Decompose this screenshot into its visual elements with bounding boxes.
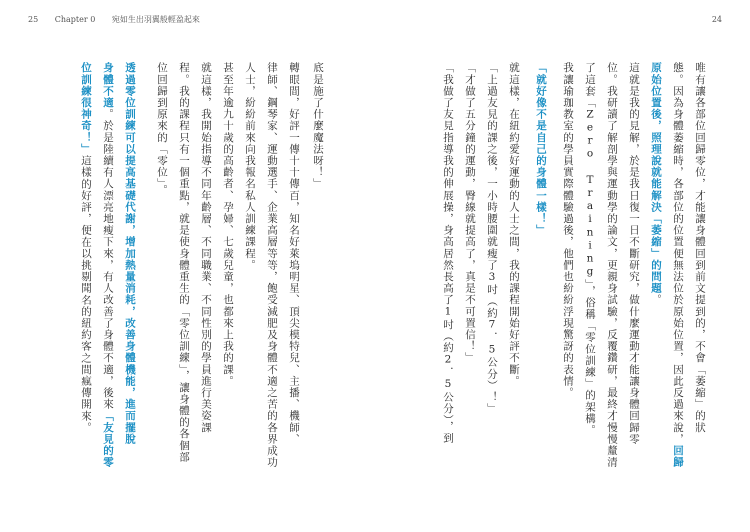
text-column: 態。因為身體萎縮時，各部位的位置便無法位於原始位置，因此反過來說，回歸 (672, 62, 684, 469)
quote-callout: 「就好像不是自己的身體一樣！」 (535, 62, 547, 236)
text-column: 「我做了友見指導我的伸展操，身高居然長高了1吋（約2．5公分），到 (442, 62, 454, 445)
text-column: 就這樣，在紐約愛好運動的人士之間，我的課程開始好評不斷。 (508, 62, 520, 387)
left-page-header (28, 14, 214, 26)
chapter-title: 宛如生出羽翼般輕盈起來 (111, 15, 200, 24)
text-column: 就這樣，我開始指導不同年齡層、不同職業、不同性別的學員進行美姿課 (200, 62, 212, 434)
text-column: 律師、鋼琴家、運動選手、企業高層等等，飽受減肥及身體不適之苦的各界成功 (266, 62, 278, 468)
chapter-label: Chapter 0 (54, 15, 96, 24)
text-column: 底是施了什麼魔法呀！」 (312, 62, 324, 190)
text-column: 了這套「Zero Training」，俗稱「零位訓練」的架構。 (584, 62, 596, 436)
text-column: 位。我研讀了解剖學與運動學的論文，更親身試驗，反覆鑽研，最終才慢慢釐清 (606, 62, 618, 468)
highlight-text: 原始位置後，照理說就能解決「萎縮」的問題 (650, 62, 662, 294)
text-column: 我讓瑜珈教室的學員實際體驗過後，他們也紛紛浮現驚訝的表情。 (562, 62, 574, 399)
text-column: 位訓練很神奇！」這樣的好評，便在以挑剔聞名的紐約客之間瘋傳開來。 (80, 62, 92, 434)
text-column: 原始位置後，照理說就能解決「萎縮」的問題。 (650, 62, 662, 306)
text-column: 唯有讓各部位回歸零位，才能讓身體回到前文提到的，不會「萎縮」的狀 (694, 62, 706, 434)
text-column: 轉眼間，好評一傳十十傳百，知名好萊塢明星、頂尖模特兒、主播、機師、 (288, 62, 300, 445)
text-column: 人士，紛紛前來向我報名私人訓練課程。 (244, 62, 256, 271)
highlight-text: 回歸 (672, 444, 684, 469)
highlight-text: 位訓練很神奇！」 (80, 62, 92, 155)
text-column: 程。我的課程只有一個重點，就是使身體重生的「零位訓練」，讓身體的各個部 (178, 62, 190, 463)
text-column: 這就是我的見解，於是我日復一日不斷研究，做什麼運動才能讓身體回歸零 (628, 62, 640, 445)
right-page-number: 24 (711, 15, 722, 24)
text-column: 「才做了五分鐘的運動，臀線就提高了，真是不可置信！」 (464, 62, 476, 364)
highlight-text: 透過零位訓練可以提高基礎代謝，增加熱量消耗，改善身體機能，進而擺脫 (124, 62, 136, 445)
text-column: 「上過友見的課之後，一小時腰圍就瘦了3吋（約7．5公分）！」 (486, 62, 498, 415)
text-column: 位回歸到原來的「零位」。 (156, 62, 168, 196)
highlight-text: 「友見的零 (102, 410, 114, 469)
left-page-number: 25 (28, 15, 39, 24)
text-column: 身體不適。於是陸續有人漂亮地瘦下來，有人改善了身體不適，後來「友見的零 (102, 62, 114, 469)
text-column: 甚至年逾九十歲的高齡者、孕婦、七歲兒童，也都來上我的課。 (222, 62, 234, 387)
highlight-text: 身體不適 (102, 62, 114, 109)
